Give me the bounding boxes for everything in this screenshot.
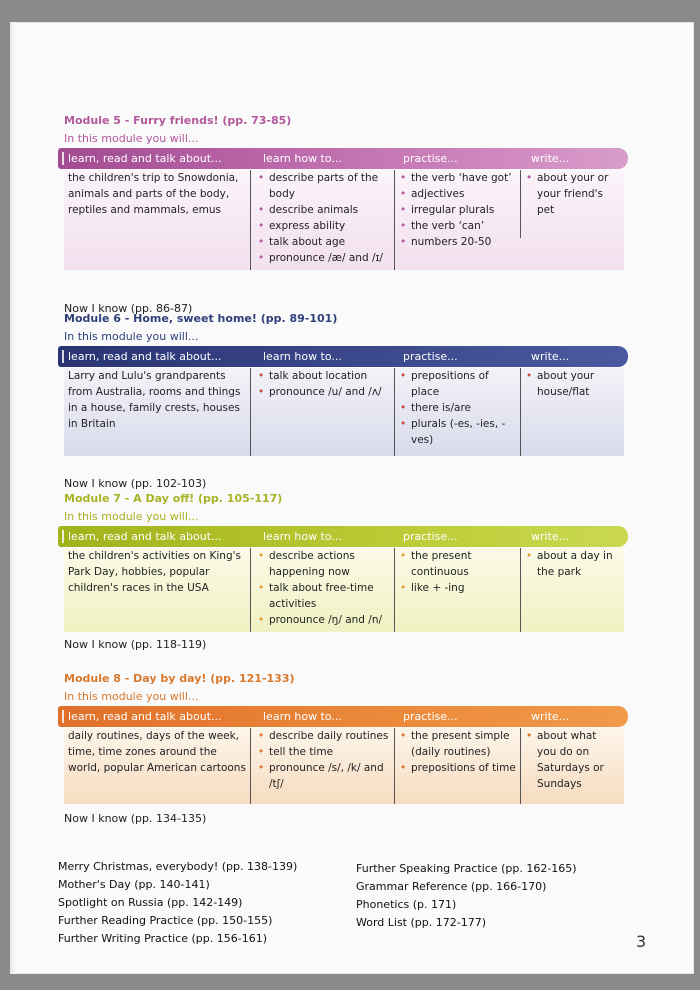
list-item: • about a day in the park: [524, 548, 614, 580]
module-subtitle: In this module you will...: [64, 132, 199, 145]
header-learn-read: learn, read and talk about...: [68, 152, 222, 165]
column-header-band: [58, 346, 628, 367]
header-learn-read: learn, read and talk about...: [68, 710, 222, 723]
extras-list-left: [58, 858, 297, 948]
practise-list: [398, 170, 516, 250]
header-write: write...: [531, 350, 570, 363]
list-item: Mother's Day (pp. 140-141): [58, 878, 210, 891]
list-item: • about what you do on Saturdays or Sundays: [524, 728, 614, 792]
module-body: [64, 170, 624, 270]
header-write: write...: [531, 152, 570, 165]
learn-read-text: the children's activities on King's Park Day, hobbies, popular children's races in the USA: [68, 550, 241, 594]
module-body: [64, 728, 624, 804]
module-body: [64, 368, 624, 456]
list-item: Grammar Reference (pp. 166-170): [356, 880, 547, 893]
list-item: • pronounce /ŋ/ and /n/: [256, 612, 392, 628]
list-item: • the verb ‘have got’: [398, 170, 516, 186]
list-item: Word List (pp. 172-177): [356, 916, 486, 929]
learn-how-list: [256, 368, 392, 400]
header-learn-how: learn how to...: [263, 530, 342, 543]
list-item: • the present continuous: [398, 548, 516, 580]
column-divider: [520, 368, 521, 456]
header-write: write...: [531, 530, 570, 543]
list-item: • about your or your friend's pet: [524, 170, 614, 218]
header-learn-read: learn, read and talk about...: [68, 530, 222, 543]
column-divider: [250, 728, 251, 804]
page-number: 3: [636, 932, 647, 951]
column-divider: [520, 170, 521, 238]
column-divider: [250, 170, 251, 270]
list-item: • pronounce /u/ and /ʌ/: [256, 384, 392, 400]
list-item: • like + -ing: [398, 580, 516, 596]
band-marker: [62, 152, 64, 165]
module-body: [64, 548, 624, 632]
learn-read-text: Larry and Lulu's grandparents from Australia, rooms and things in a house, family crests, houses in Britain: [68, 370, 241, 430]
column-divider: [394, 728, 395, 804]
list-item: • describe animals: [256, 202, 392, 218]
module-title: Module 6 - Home, sweet home! (pp. 89-101): [64, 312, 338, 325]
page-edge-shadow: [10, 22, 16, 974]
header-practise: practise...: [403, 350, 458, 363]
list-item: • tell the time: [256, 744, 392, 760]
now-i-know: Now I know (pp. 102-103): [64, 477, 207, 490]
column-header-band: [58, 706, 628, 727]
header-practise: practise...: [403, 530, 458, 543]
list-item: • there is/are: [398, 400, 516, 416]
module-subtitle: In this module you will...: [64, 330, 199, 343]
module-title: Module 5 - Furry friends! (pp. 73-85): [64, 114, 292, 127]
column-divider: [250, 368, 251, 456]
learn-read-text: daily routines, days of the week, time, time zones around the world, popular American cartoons: [68, 730, 246, 774]
list-item: Further Writing Practice (pp. 156-161): [58, 932, 268, 945]
column-header-band: [58, 526, 628, 547]
practise-list: [398, 368, 516, 448]
practise-list: [398, 548, 516, 596]
list-item: Further Speaking Practice (pp. 162-165): [356, 862, 577, 875]
book-page: [10, 22, 694, 974]
list-item: • pronounce /s/, /k/ and /tʃ/: [256, 760, 392, 792]
list-item: • talk about age: [256, 234, 392, 250]
band-marker: [62, 350, 64, 363]
module-subtitle: In this module you will...: [64, 690, 199, 703]
column-header-band: [58, 148, 628, 169]
list-item: • the verb ‘can’: [398, 218, 516, 234]
band-marker: [62, 530, 64, 543]
list-item: • irregular plurals: [398, 202, 516, 218]
column-divider: [520, 728, 521, 804]
list-item: • describe daily routines: [256, 728, 392, 744]
now-i-know: Now I know (pp. 86-87): [64, 302, 193, 315]
list-item: • the present simple (daily routines): [398, 728, 516, 760]
column-divider: [394, 368, 395, 456]
list-item: • express ability: [256, 218, 392, 234]
list-item: • talk about location: [256, 368, 392, 384]
write-list: [524, 170, 614, 218]
list-item: Phonetics (p. 171): [356, 898, 457, 911]
header-learn-how: learn how to...: [263, 350, 342, 363]
header-learn-read: learn, read and talk about...: [68, 350, 222, 363]
list-item: • adjectives: [398, 186, 516, 202]
learn-how-list: [256, 548, 392, 628]
header-learn-how: learn how to...: [263, 152, 342, 165]
list-item: • about your house/flat: [524, 368, 614, 400]
list-item: Spotlight on Russia (pp. 142-149): [58, 896, 243, 909]
header-practise: practise...: [403, 710, 458, 723]
write-list: [524, 728, 614, 792]
extras-list-right: [356, 860, 577, 932]
now-i-know: Now I know (pp. 134-135): [64, 812, 207, 825]
list-item: • describe actions happening now: [256, 548, 392, 580]
list-item: • prepositions of time: [398, 760, 516, 776]
header-learn-how: learn how to...: [263, 710, 342, 723]
list-item: • plurals (-es, -ies, -ves): [398, 416, 516, 448]
list-item: Further Reading Practice (pp. 150-155): [58, 914, 273, 927]
now-i-know: Now I know (pp. 118-119): [64, 638, 207, 651]
list-item: • pronounce /æ/ and /ɪ/: [256, 250, 392, 266]
list-item: Merry Christmas, everybody! (pp. 138-139): [58, 860, 298, 873]
learn-how-list: [256, 728, 392, 792]
column-divider: [520, 548, 521, 632]
list-item: • prepositions of place: [398, 368, 516, 400]
column-divider: [250, 548, 251, 632]
header-write: write...: [531, 710, 570, 723]
module-subtitle: In this module you will...: [64, 510, 199, 523]
module-title: Module 7 - A Day off! (pp. 105-117): [64, 492, 283, 505]
practise-list: [398, 728, 516, 776]
list-item: • numbers 20-50: [398, 234, 516, 250]
write-list: [524, 548, 614, 580]
header-practise: practise...: [403, 152, 458, 165]
module-title: Module 8 - Day by day! (pp. 121-133): [64, 672, 295, 685]
list-item: • talk about free-time activities: [256, 580, 392, 612]
write-list: [524, 368, 614, 400]
learn-how-list: [256, 170, 392, 266]
list-item: • describe parts of the body: [256, 170, 392, 202]
column-divider: [394, 548, 395, 632]
learn-read-text: the children's trip to Snowdonia, animals and parts of the body, reptiles and mammals, emus: [68, 172, 239, 216]
column-divider: [394, 170, 395, 270]
band-marker: [62, 710, 64, 723]
